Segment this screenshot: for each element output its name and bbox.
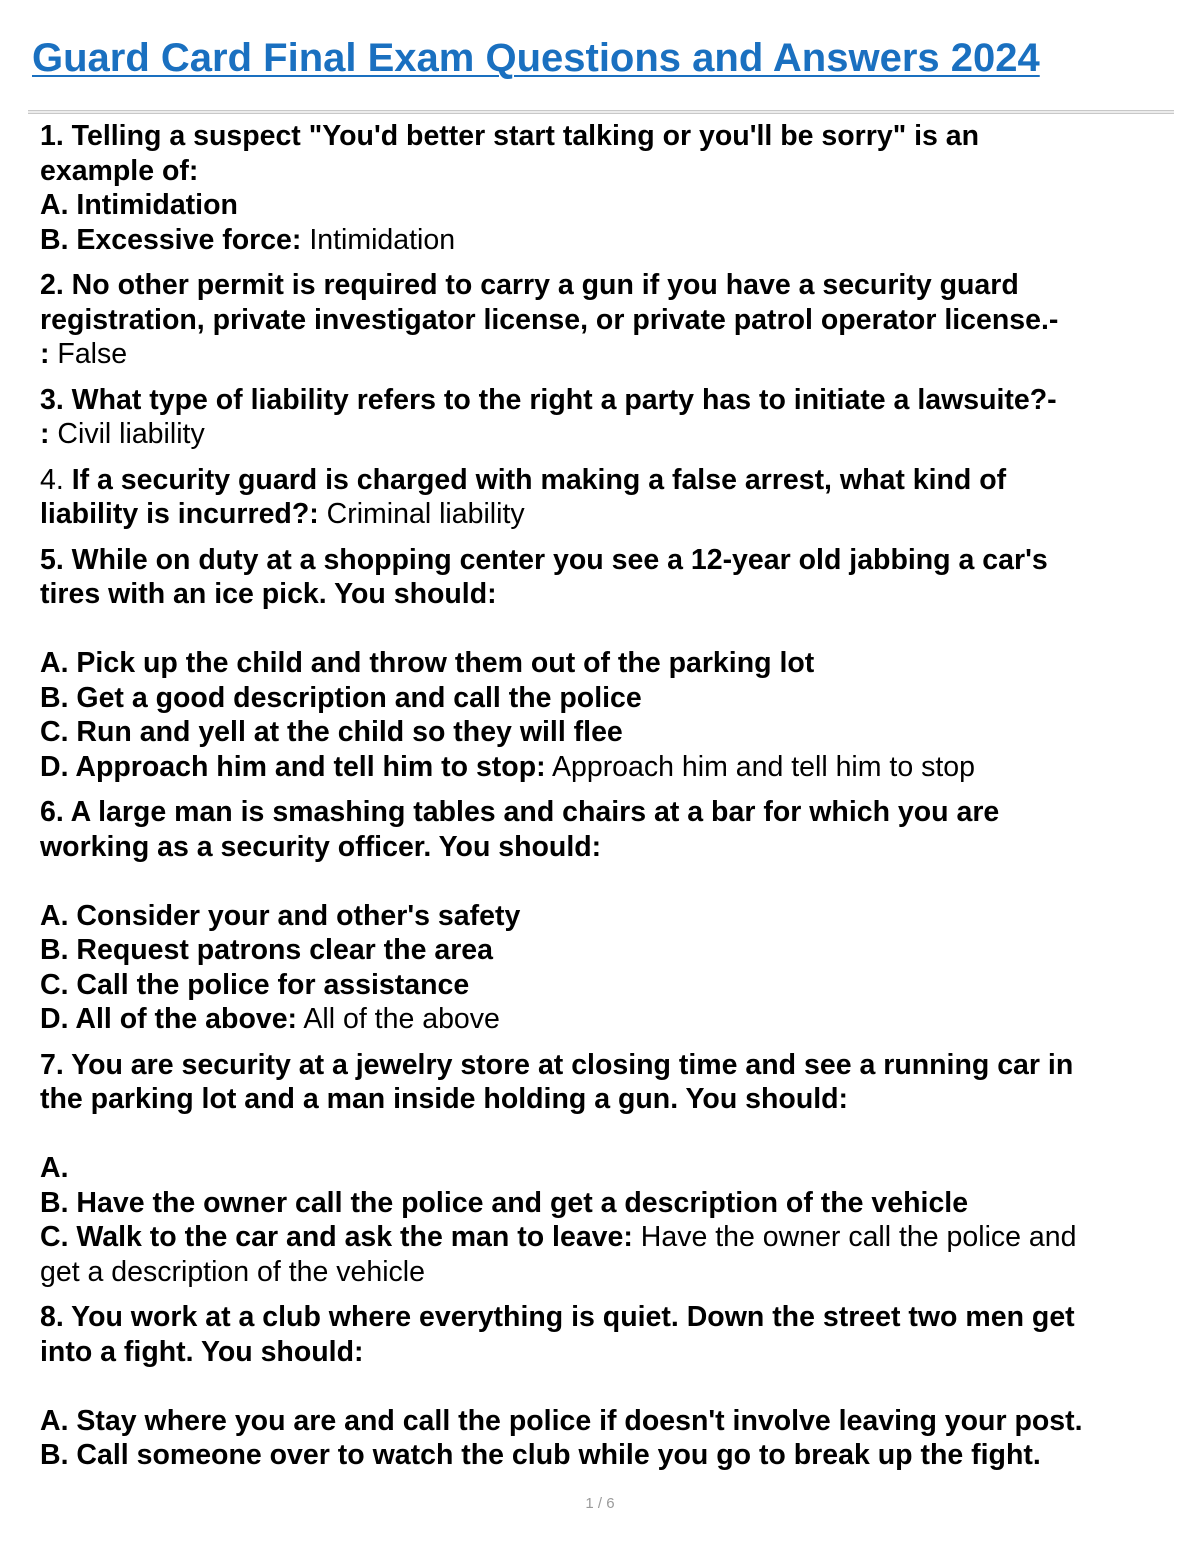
question-7-text-line-2: the parking lot and a man inside holding a gun. You should:: [40, 1083, 849, 1115]
question-7-option-c: C. Walk to the car and ask the man to leave:: [40, 1221, 633, 1253]
page-number: 1 / 6: [585, 1495, 615, 1512]
question-4-answer-line: [40, 497, 1190, 532]
question-1-text-line-1: 1. Telling a suspect "You'd better start talking or you'll be sorry" is an: [40, 120, 980, 152]
question-6-answer: All of the above: [303, 1003, 500, 1035]
question-2-text-line-2: registration, private investigator license, or private patrol operator license.-: [40, 303, 1059, 336]
question-6-option-d: D. All of the above:: [40, 1003, 298, 1035]
question-7-answer-part-2: get a description of the vehicle: [40, 1255, 425, 1288]
question-2-answer: False: [57, 338, 128, 370]
question-5-text-line-2: tires with an ice pick. You should:: [40, 578, 497, 610]
question-5-option-b: B. Get a good description and call the police: [40, 681, 642, 714]
question-4-text-line-2: liability is incurred?:: [40, 498, 319, 530]
question-6-option-d-line: [40, 1002, 1190, 1037]
question-4: [40, 463, 1190, 532]
question-6-option-c: C. Call the police for assistance: [40, 968, 470, 1001]
question-5-answer: Approach him and tell him to stop: [551, 750, 975, 783]
question-4-text-line-1-row: [40, 463, 1190, 498]
question-8-text-line-2: into a fight. You should:: [40, 1335, 364, 1368]
question-6-text-line-1: 6. A large man is smashing tables and chairs at a bar for which you are: [40, 796, 1000, 828]
question-2-text-line-1: 2. No other permit is required to carry a gun if you have a security guard: [40, 269, 1019, 301]
title-divider: [28, 110, 1174, 114]
question-1-option-a: A. Intimidation: [40, 189, 238, 221]
question-list: [40, 119, 1190, 1484]
blank-line: [40, 1117, 1190, 1152]
document-title[interactable]: Guard Card Final Exam Questions and Answers 2024: [32, 36, 1040, 80]
question-3-answer: Civil liability: [57, 418, 205, 450]
question-5-option-d-line: [40, 750, 1190, 785]
question-4-number: 4.: [40, 463, 64, 496]
question-7: [40, 1048, 1190, 1290]
question-7-option-b: B. Have the owner call the police and get a description of the vehicle: [40, 1186, 969, 1219]
question-8: [40, 1300, 1190, 1473]
question-1-answer: Intimidation: [309, 223, 456, 256]
question-5-option-c: C. Run and yell at the child so they will flee: [40, 716, 623, 748]
question-1: [40, 119, 1190, 257]
question-3-answer-separator: :: [40, 418, 50, 450]
question-5-option-d: D. Approach him and tell him to stop:: [40, 750, 546, 783]
question-4-answer: Criminal liability: [326, 498, 525, 530]
question-5-text-line-1: 5. While on duty at a shopping center you see a 12-year old jabbing a car's: [40, 543, 1048, 576]
blank-line: [40, 1369, 1190, 1404]
question-1-text-line-2: example of:: [40, 154, 199, 187]
question-7-option-c-line: [40, 1220, 1190, 1255]
question-6: [40, 795, 1190, 1037]
question-7-text-line-1: 7. You are security at a jewelry store at closing time and see a running car in: [40, 1048, 1074, 1081]
question-4-text-line-1: If a security guard is charged with making a false arrest, what kind of: [71, 463, 1007, 496]
question-2-answer-line: [40, 337, 1190, 372]
question-3: [40, 383, 1190, 452]
question-1-option-b: B. Excessive force:: [40, 223, 302, 256]
blank-line: [40, 864, 1190, 899]
question-5-option-a: A. Pick up the child and throw them out of the parking lot: [40, 647, 815, 679]
question-8-option-b: B. Call someone over to watch the club while you go to break up the fight.: [40, 1439, 1041, 1471]
question-8-option-a: A. Stay where you are and call the police if doesn't involve leaving your post.: [40, 1404, 1083, 1437]
question-3-text-line-1: 3. What type of liability refers to the right a party has to initiate a lawsuite?-: [40, 383, 1057, 416]
question-7-answer-part-1: Have the owner call the police and: [640, 1221, 1077, 1253]
question-6-text-line-2: working as a security officer. You should:: [40, 830, 602, 863]
question-8-text-line-1: 8. You work at a club where everything is quiet. Down the street two men get: [40, 1301, 1075, 1333]
question-7-option-a: A.: [40, 1152, 69, 1184]
question-2: [40, 268, 1190, 372]
question-2-answer-separator: :: [40, 338, 50, 370]
question-6-option-a: A. Consider your and other's safety: [40, 899, 521, 932]
question-6-option-b: B. Request patrons clear the area: [40, 934, 493, 966]
blank-line: [40, 612, 1190, 647]
question-3-answer-line: [40, 417, 1190, 452]
question-5: [40, 543, 1190, 785]
question-1-option-b-line: [40, 223, 1190, 258]
